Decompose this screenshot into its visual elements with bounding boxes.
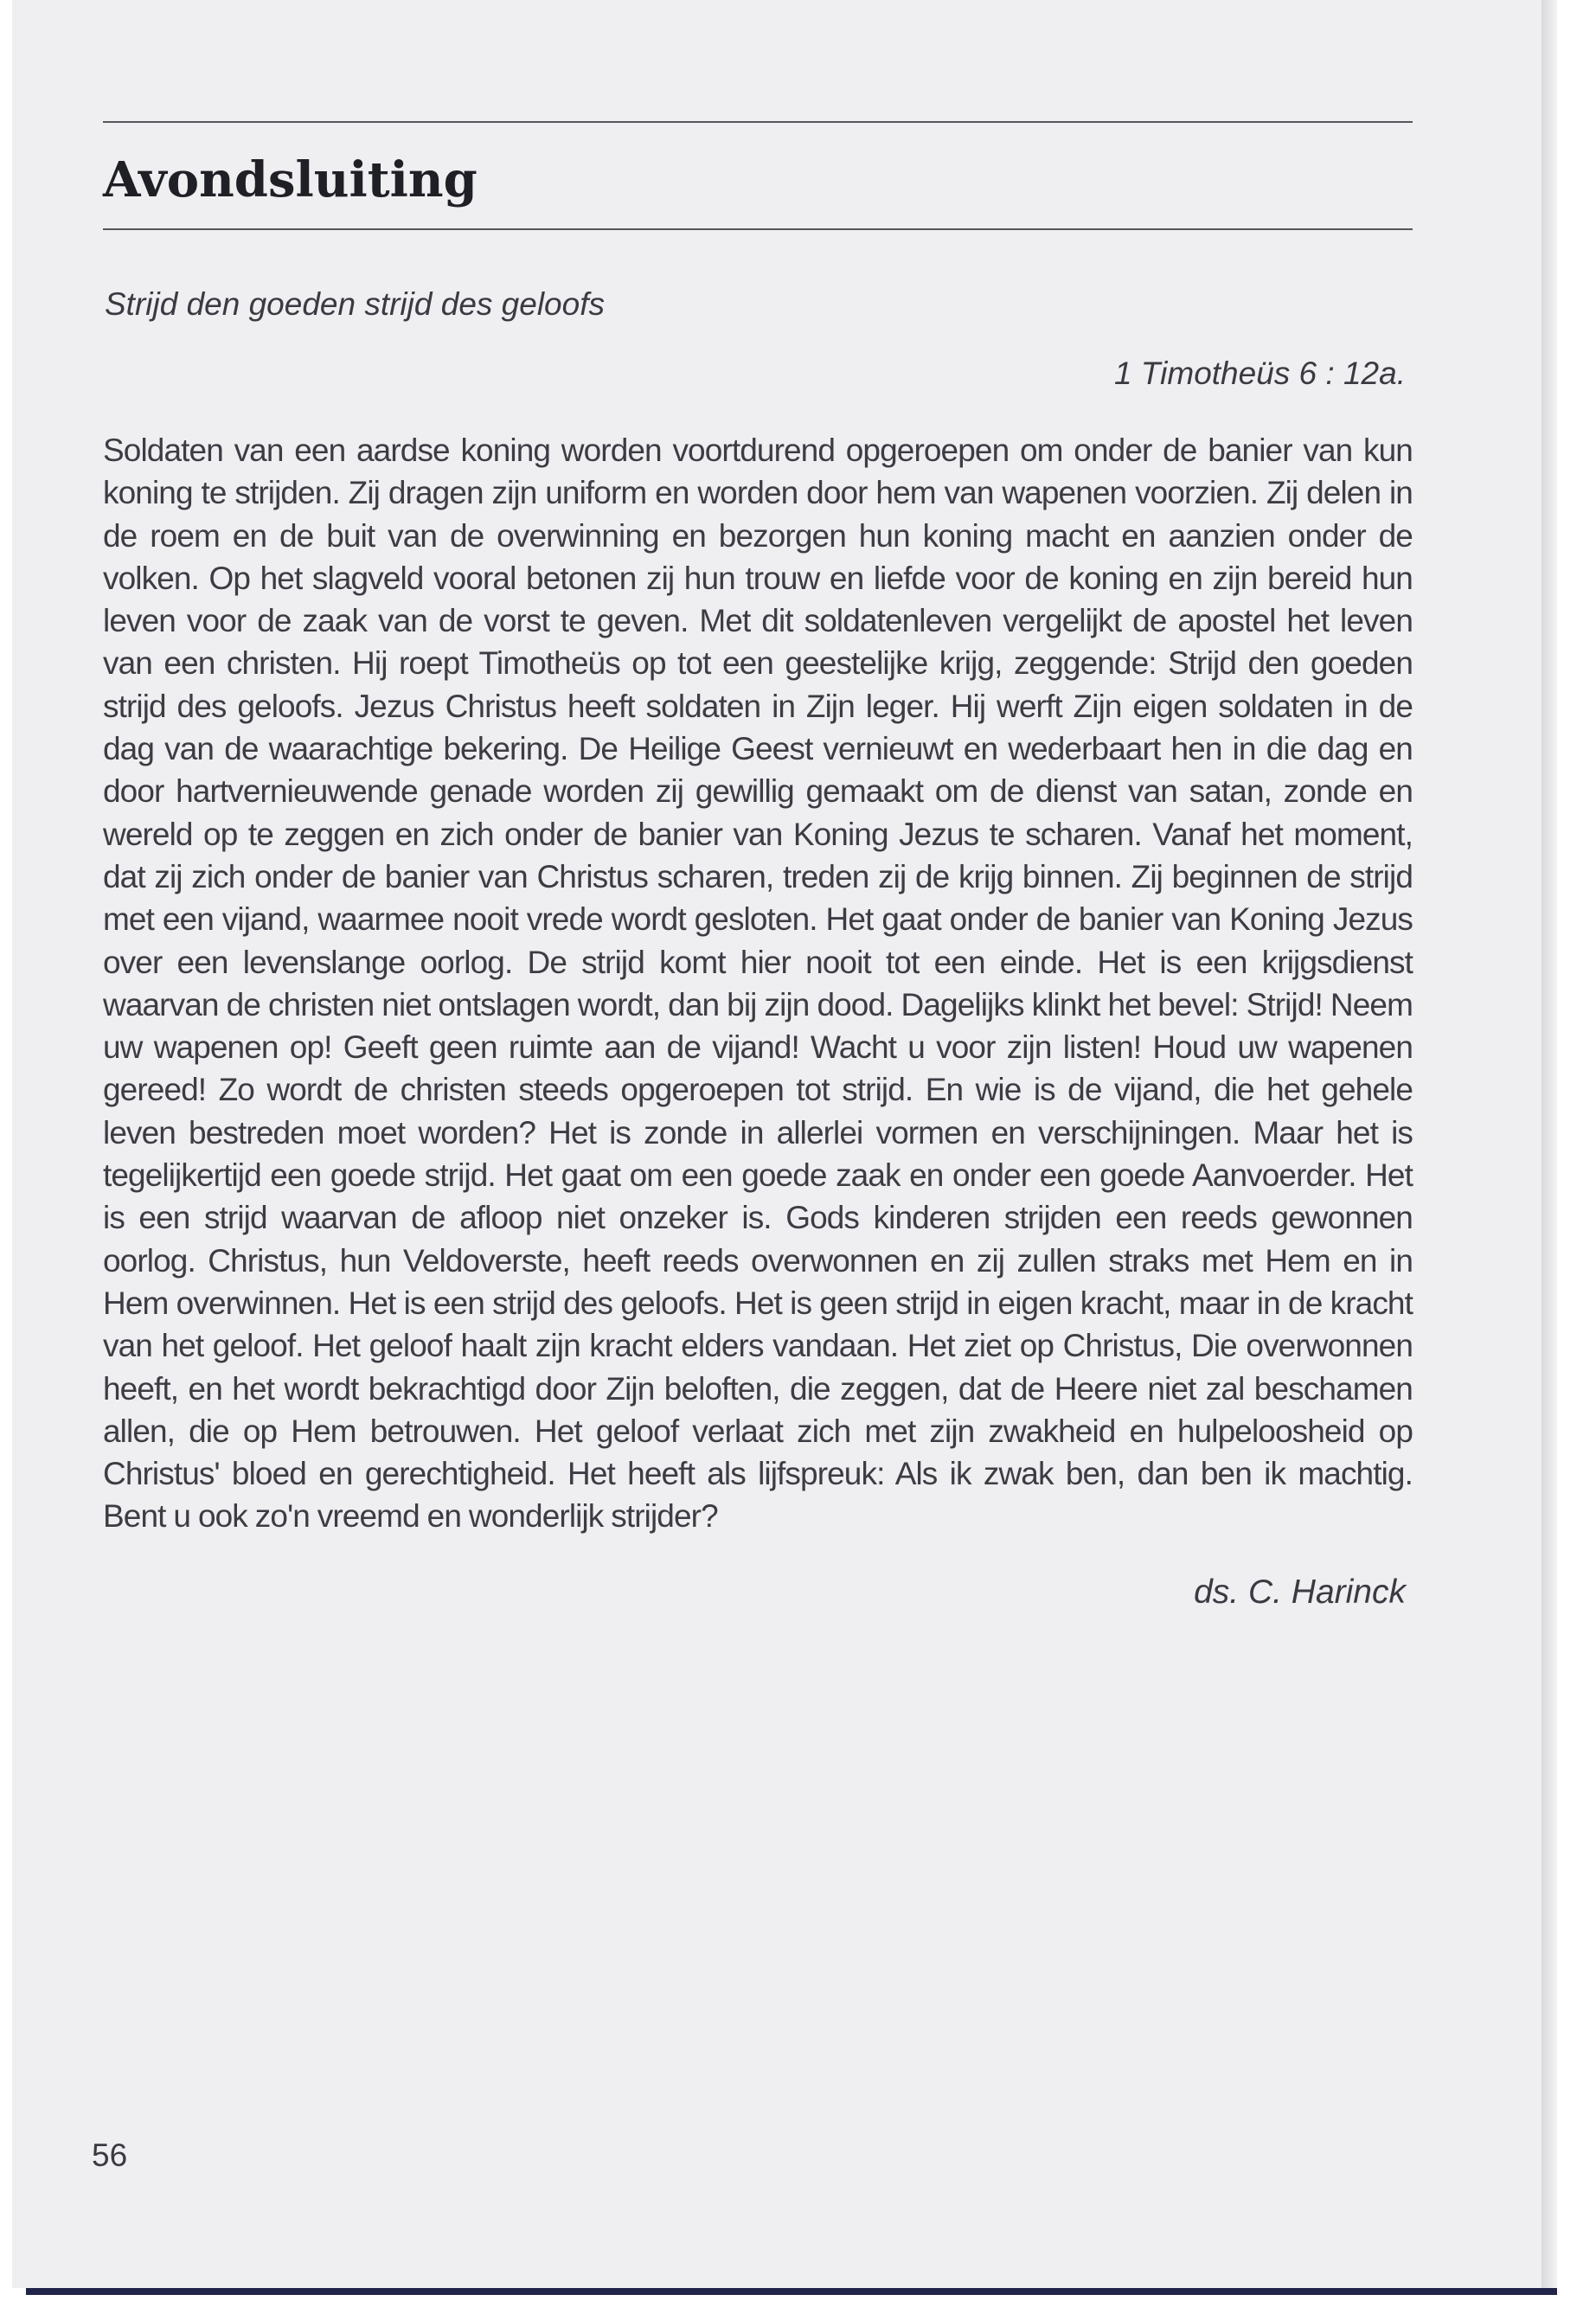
scripture-reference: 1 Timotheüs 6 : 12a.	[1114, 356, 1406, 391]
page-edge-shadow	[1542, 0, 1557, 2288]
epigraph: Strijd den goeden strijd des geloofs	[105, 286, 605, 322]
page-bottom-edge	[26, 2288, 1557, 2295]
article	[103, 121, 1413, 1614]
body-paragraph: Soldaten van een aardse koning worden voortdurend opgeroepen om onder de banier van kun koning te strijden. Zij dragen zijn uniform en worden door hem van wapenen voorzien. Zij delen in de roem en de buit van de overwinning en bezorgen hun koning macht en aanzien onder de volken. Op het slagveld vooral betonen zij hun trouw en liefde voor de koning en zijn bereid hun leven voor de zaak van de vorst te geven. Met dit soldatenleven vergelijkt de apostel het leven van een christen. Hij roept Timotheüs op tot een geestelijke krijg, zeggende: Strijd den goeden strijd des geloofs. Jezus Christus heeft soldaten in Zijn leger. Hij werft Zijn eigen soldaten in de dag van de waarachtige bekering. De Heilige Geest vernieuwt en wederbaart hen in die dag en door hartvernieuwende genade worden zij gewillig gemaakt om de dienst van satan, zonde en wereld op te zeggen en zich onder de banier van Koning Jezus te scharen. Vanaf het moment, dat zij zich onder de banier van Christus scharen, treden zij de krijg binnen. Zij beginnen de strijd met een vijand, waarmee nooit vrede wordt gesloten. Het gaat onder de banier van Koning Jezus over een levenslange oorlog. De strijd komt hier nooit tot een einde. Het is een krijgsdienst waarvan de christen niet ontslagen wordt, dan bij zijn dood. Dagelijks klinkt het bevel: Strijd! Neem uw wapenen op! Geeft geen ruimte aan de vijand! Wacht u voor zijn listen! Houd uw wapenen gereed! Zo wordt de christen steeds opgeroepen tot strijd. En wie is de vijand, die het gehele leven bestreden moet worden? Het is zonde in allerlei vormen en verschijningen. Maar het is tegelijkertijd een goede strijd. Het gaat om een goede zaak en onder een goede Aanvoerder. Het is een strijd waarvan de afloop niet onzeker is. Gods kinderen strijden een reeds gewonnen oorlog. Christus, hun Veldoverste, heeft reeds overwonnen en zij zullen straks met Hem en in Hem overwinnen. Het is een strijd des geloofs. Het is geen strijd in eigen kracht, maar in de kracht van het geloof. Het geloof haalt zijn kracht elders vandaan. Het ziet op Christus, Die overwonnen heeft, en het wordt bekrachtigd door Zijn beloften, die zeggen, dat de Heere niet zal beschamen allen, die op Hem betrouwen. Het geloof verlaat zich met zijn zwakheid en hulpeloosheid op Christus' bloed en gerechtigheid. Het heeft als lijfspreuk: Als ik zwak ben, dan ben ik machtig. Bent u ook zo'n vreemd en wonderlijk strijder?	[103, 433, 1413, 1535]
title-top-rule	[103, 121, 1413, 123]
title-bottom-rule	[103, 228, 1413, 230]
page-number: 56	[92, 2138, 128, 2173]
article-title: Avondsluiting	[103, 151, 478, 208]
author-signature: ds. C. Harinck	[1194, 1573, 1406, 1611]
